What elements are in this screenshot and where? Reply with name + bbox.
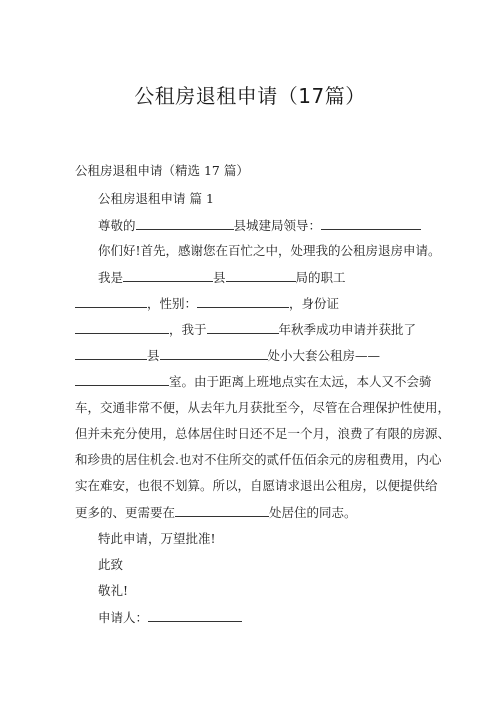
text-fragment: 局的职工 [295,270,346,285]
blank-line [175,504,269,517]
paragraph-line [75,373,432,390]
text-fragment: 处小大套公租房—— [267,348,381,363]
text-fragment: ，我于 [169,322,207,337]
paragraph-line [75,504,357,521]
closing-cizhi: 此致 [98,557,124,572]
paragraph-line [75,295,339,312]
applicant-label: 申请人： [98,610,149,625]
text-fragment: 我是 [98,270,124,285]
document-subtitle: 公租房退租申请（精选 17 篇） [75,163,249,178]
text-fragment: 县 [147,348,160,363]
text-fragment: 更多的、更需要在 [75,505,176,520]
blank-line [226,269,296,282]
text-fragment: 年秋季成功申请并获批了 [278,322,417,337]
salutation-line [98,217,421,234]
blank-line [75,295,147,308]
document-title: 公租房退租申请（17篇） [134,84,366,108]
text-fragment: 室。由于距离上班地点实在太远，本人又不会骑 [169,374,432,389]
blank-line [136,217,234,230]
blank-line [75,373,169,386]
blank-line [75,321,169,334]
text-fragment: 县 [213,270,226,285]
blank-line [123,269,213,282]
blank-line [207,321,279,334]
blank-line [321,217,421,230]
paragraph-line: 车，交通非常不便，从去年九月获批至今，尽管在合理保护性使用， [75,400,451,415]
paragraph-line: 实在难安，也很不划算。所以，自愿请求退出公租房，以便提供给 [75,478,438,493]
paragraph-line [75,321,416,338]
salutation-recipient: 县城建局领导： [233,218,322,233]
blank-line [75,347,147,360]
closing-jingli: 敬礼! [98,583,129,598]
applicant-line [98,609,242,626]
paragraph-line: 和珍贵的居住机会.也对不住所交的贰仟伍佰余元的房租费用，内心 [75,452,442,467]
text-fragment: ，性别： [147,296,198,311]
closing-request: 特此申请，万望批准! [98,531,216,546]
paragraph-line [98,269,346,286]
salutation-text: 尊敬的 [98,218,136,233]
paragraph-line [75,347,380,364]
text-fragment: ，身份证 [289,296,340,311]
text-fragment: 处居住的同志。 [269,505,357,520]
paragraph-greeting: 你们好!首先，感谢您在百忙之中，处理我的公租房退房申请。 [98,243,441,258]
blank-line [160,347,268,360]
blank-line [148,609,242,622]
paragraph-line: 但并未充分使用，总体居住时日还不足一个月，浪费了有限的房源、 [75,426,451,441]
section-heading: 公租房退租申请 篇 1 [98,191,214,206]
blank-line [197,295,289,308]
